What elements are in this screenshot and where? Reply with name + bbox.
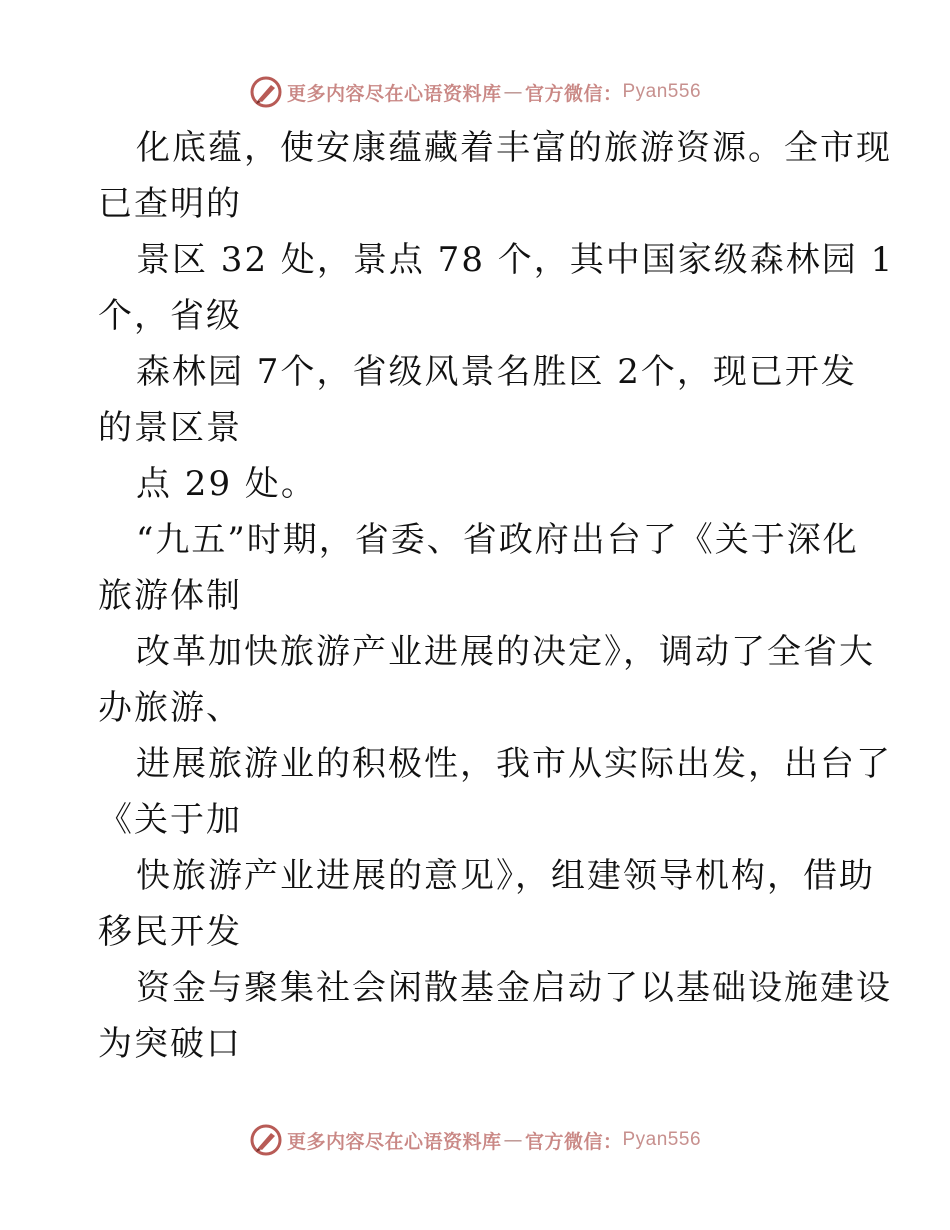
watermark-site-text: 更多内容尽在心语资料库 [286, 1130, 502, 1153]
footer-watermark [0, 1120, 950, 1160]
text-line: 快旅游产业进展的意见》，组建领导机构，借助 [136, 856, 875, 896]
watermark-separator: — [503, 81, 523, 103]
watermark-wechat-id: Pyan556 [622, 1129, 702, 1150]
document-body [98, 120, 895, 1072]
text-line: 改革加快旅游产业进展的决定》，调动了全省大 [136, 632, 875, 672]
text-line: 已查明的 [98, 184, 242, 224]
header-watermark [0, 72, 950, 112]
text-line: 进展旅游业的积极性，我市从实际出发，出台了 [136, 744, 892, 784]
watermark-separator: — [503, 1129, 523, 1151]
text-line: 个，省级 [98, 296, 242, 336]
text-line: 为突破口 [98, 1024, 242, 1064]
text-line: 旅游体制 [98, 576, 242, 616]
watermark-wechat-label: 官方微信： [524, 1130, 623, 1153]
text-line: 的景区景 [98, 408, 242, 448]
pen-nib-logo-icon [249, 75, 283, 109]
text-line: 点 29 处。 [136, 464, 317, 504]
pen-nib-logo-icon [249, 1123, 283, 1157]
text-line: 办旅游、 [98, 688, 242, 728]
text-line: 移民开发 [98, 912, 242, 952]
watermark-site-text: 更多内容尽在心语资料库 [286, 82, 502, 105]
watermark-wechat-id: Pyan556 [622, 81, 702, 102]
watermark-wechat-label: 官方微信： [524, 82, 623, 105]
text-line: 景区 32 处，景点 78 个，其中国家级森林园 1 [136, 240, 895, 280]
text-line: “九五”时期，省委、省政府出台了《关于深化 [136, 520, 859, 560]
text-line: 化底蕴，使安康蕴藏着丰富的旅游资源。全市现 [136, 128, 892, 168]
text-line: 资金与聚集社会闲散基金启动了以基础设施建设 [136, 968, 892, 1008]
text-line: 《关于加 [98, 800, 242, 840]
text-line: 森林园 7个，省级风景名胜区 2个，现已开发 [136, 352, 857, 392]
